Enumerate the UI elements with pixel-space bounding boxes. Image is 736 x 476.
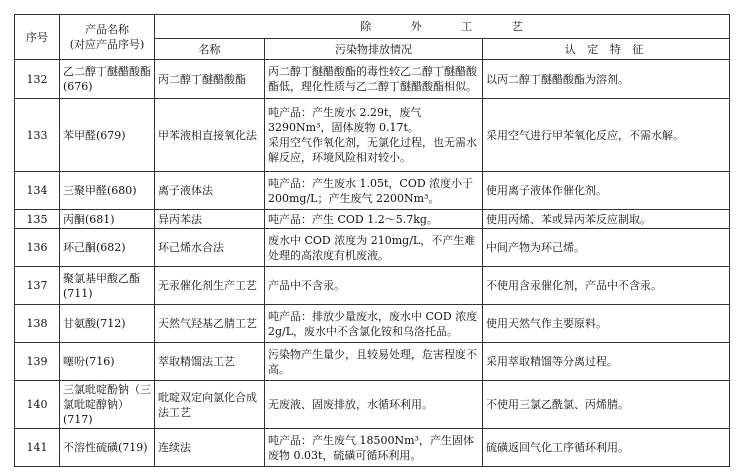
row-product: 聚氯基甲酸乙酯(711)	[60, 267, 155, 305]
row-pollution: 吨产品：产生废水 2.29t，废气 3290Nm³，固体废物 0.17t。 采用空气作氧化剂，无氯化过程，也无需水解反应，环境风险相对较小。	[265, 99, 483, 172]
row-feature: 中间产物为环己烯。	[483, 229, 730, 267]
header-group: 除 外 工 艺	[155, 15, 730, 39]
row-process-name: 连续法	[155, 429, 265, 467]
table-row	[15, 99, 730, 172]
table-row	[15, 60, 730, 99]
row-product: 环己酮(682)	[60, 229, 155, 267]
row-pollution: 吨产品：产生废水 1.05t，COD 浓度小于 200mg/L；产生废气 2200Nm³。	[265, 172, 483, 210]
table-row	[15, 229, 730, 267]
table-row	[15, 267, 730, 305]
row-product: 丙酮(681)	[60, 210, 155, 229]
header-seq: 序号	[15, 15, 60, 60]
table-row	[15, 429, 730, 467]
table-row	[15, 381, 730, 429]
row-feature: 使用离子液体作催化剂。	[483, 172, 730, 210]
row-no: 139	[15, 343, 60, 381]
row-no: 133	[15, 99, 60, 172]
row-pollution: 无废液、固废排放，水循环利用。	[265, 381, 483, 429]
table-row	[15, 305, 730, 343]
row-product: 不溶性硫磺(719)	[60, 429, 155, 467]
row-no: 141	[15, 429, 60, 467]
row-process-name: 无汞催化剂生产工艺	[155, 267, 265, 305]
row-no: 135	[15, 210, 60, 229]
row-feature: 使用天然气作主要原料。	[483, 305, 730, 343]
row-process-name: 萃取精馏法工艺	[155, 343, 265, 381]
row-product: 乙二醇丁醚醋酸酯(676)	[60, 60, 155, 99]
row-no: 134	[15, 172, 60, 210]
row-no: 138	[15, 305, 60, 343]
row-process-name: 异丙苯法	[155, 210, 265, 229]
row-feature: 以丙二醇丁醚醋酸酯为溶剂。	[483, 60, 730, 99]
table-row	[15, 172, 730, 210]
row-pollution: 废水中 COD 浓度为 210mg/L，不产生难处理的高浓度有机废液。	[265, 229, 483, 267]
row-feature: 采用萃取精馏等分离过程。	[483, 343, 730, 381]
process-table	[14, 14, 730, 467]
row-no: 140	[15, 381, 60, 429]
row-feature: 不使用含汞催化剂，产品中不含汞。	[483, 267, 730, 305]
row-pollution: 产品中不含汞。	[265, 267, 483, 305]
row-no: 132	[15, 60, 60, 99]
row-process-name: 环己烯水合法	[155, 229, 265, 267]
row-product: 苯甲醛(679)	[60, 99, 155, 172]
row-process-name: 天然气羟基乙腈工艺	[155, 305, 265, 343]
table-row	[15, 343, 730, 381]
row-product: 三聚甲醛(680)	[60, 172, 155, 210]
row-product: 甘氨酸(712)	[60, 305, 155, 343]
row-pollution: 污染物产生量少，且较易处理，危害程度不高。	[265, 343, 483, 381]
row-feature: 不使用三氯乙酰氯、丙烯腈。	[483, 381, 730, 429]
row-pollution: 吨产品：排放少量废水，废水中 COD 浓度 2g/L，废水中不含氯化铵和乌洛托品。	[265, 305, 483, 343]
row-feature: 采用空气进行甲苯氧化反应，不需水解。	[483, 99, 730, 172]
row-product: 噻吩(716)	[60, 343, 155, 381]
row-pollution: 吨产品：产生废气 18500Nm³，产生固体废物 0.03t，硫磺可循环利用。	[265, 429, 483, 467]
header-pollution: 污染物排放情况	[265, 39, 483, 60]
row-process-name: 丙二醇丁醚醋酸酯	[155, 60, 265, 99]
row-process-name: 甲苯液相直接氧化法	[155, 99, 265, 172]
row-process-name: 离子液体法	[155, 172, 265, 210]
row-process-name: 吡啶双定向氯化合成法工艺	[155, 381, 265, 429]
header-feature: 认 定 特 征	[483, 39, 730, 60]
row-pollution: 丙二醇丁醚醋酸酯的毒性较乙二醇丁醚醋酸酯低，理化性质与乙二醇丁醚醋酸酯相似。	[265, 60, 483, 99]
row-feature: 使用丙烯、苯或异丙苯反应制取。	[483, 210, 730, 229]
row-no: 137	[15, 267, 60, 305]
row-feature: 硫磺返回气化工序循环利用。	[483, 429, 730, 467]
header-name: 名称	[155, 39, 265, 60]
row-pollution: 吨产品：产生 COD 1.2～5.7kg。	[265, 210, 483, 229]
row-no: 136	[15, 229, 60, 267]
document-page	[14, 14, 729, 467]
table-row	[15, 210, 730, 229]
header-product: 产品名称 (对应产品序号)	[60, 15, 155, 60]
row-product: 三氯吡啶酚钠（三氯吡啶醇钠）(717)	[60, 381, 155, 429]
